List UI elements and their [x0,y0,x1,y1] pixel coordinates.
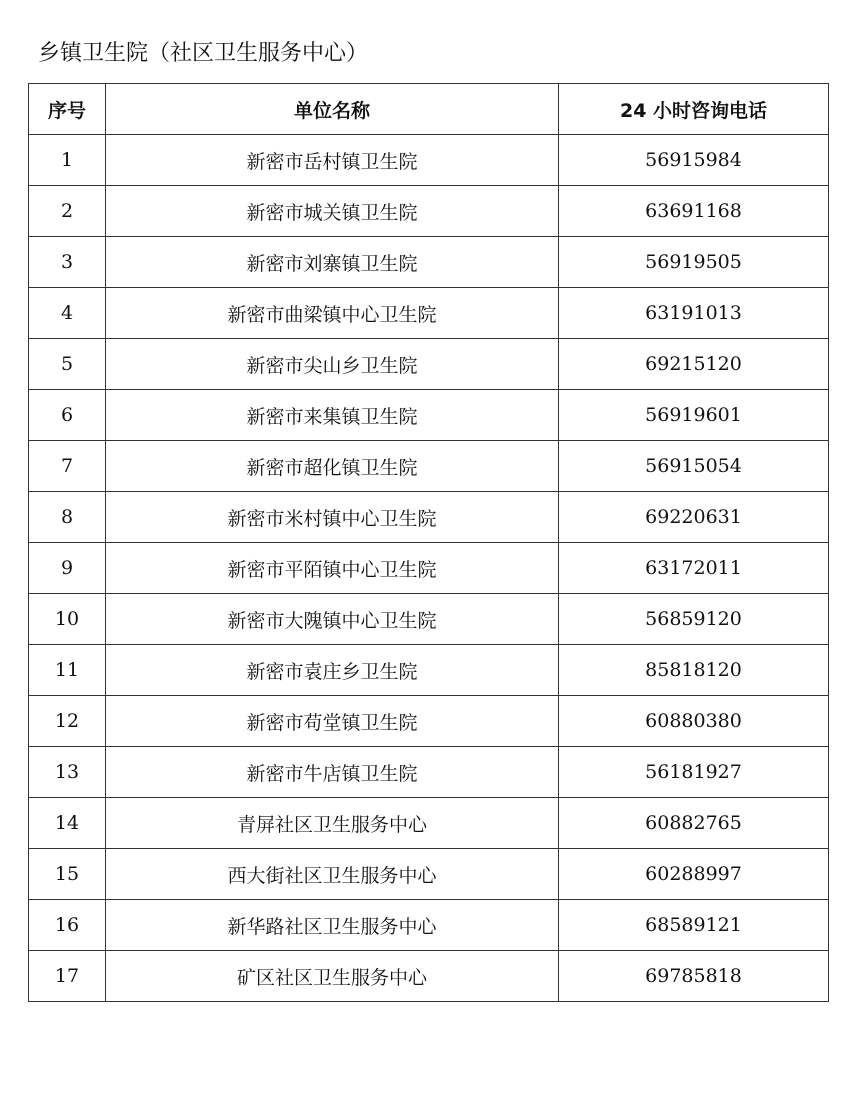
row-unit-name: 青屏社区卫生服务中心 [106,798,559,849]
row-unit-name: 矿区社区卫生服务中心 [106,951,559,1002]
row-unit-name: 新密市大隗镇中心卫生院 [106,594,559,645]
row-phone-number: 60288997 [559,849,829,900]
table-row [29,390,829,441]
table-row [29,849,829,900]
row-serial-number: 5 [29,339,106,390]
row-serial-number: 3 [29,237,106,288]
header-unit-name: 单位名称 [106,84,559,135]
row-serial-number: 10 [29,594,106,645]
row-phone-number: 68589121 [559,900,829,951]
row-phone-number: 56859120 [559,594,829,645]
table-row [29,441,829,492]
row-serial-number: 6 [29,390,106,441]
table-row [29,135,829,186]
row-serial-number: 17 [29,951,106,1002]
row-unit-name: 新密市尖山乡卫生院 [106,339,559,390]
row-phone-number: 63172011 [559,543,829,594]
row-unit-name: 新密市牛店镇卫生院 [106,747,559,798]
row-phone-number: 60882765 [559,798,829,849]
header-serial-number: 序号 [29,84,106,135]
row-serial-number: 2 [29,186,106,237]
row-unit-name: 新密市米村镇中心卫生院 [106,492,559,543]
table-row [29,186,829,237]
row-unit-name: 新密市城关镇卫生院 [106,186,559,237]
row-phone-number: 56919601 [559,390,829,441]
row-serial-number: 1 [29,135,106,186]
row-phone-number: 63191013 [559,288,829,339]
row-phone-number: 56915054 [559,441,829,492]
table-row [29,696,829,747]
row-unit-name: 新密市超化镇卫生院 [106,441,559,492]
row-phone-number: 69785818 [559,951,829,1002]
row-serial-number: 12 [29,696,106,747]
table-row [29,543,829,594]
row-serial-number: 7 [29,441,106,492]
table-row [29,951,829,1002]
row-serial-number: 16 [29,900,106,951]
table-row [29,645,829,696]
row-serial-number: 14 [29,798,106,849]
row-unit-name: 新密市袁庄乡卫生院 [106,645,559,696]
header-24h-phone: 24 小时咨询电话 [559,84,829,135]
table-row [29,798,829,849]
row-phone-number: 69215120 [559,339,829,390]
row-unit-name: 新密市曲梁镇中心卫生院 [106,288,559,339]
row-unit-name: 新密市来集镇卫生院 [106,390,559,441]
row-serial-number: 13 [29,747,106,798]
row-phone-number: 56919505 [559,237,829,288]
row-unit-name: 新密市平陌镇中心卫生院 [106,543,559,594]
table-row [29,747,829,798]
row-unit-name: 新密市苟堂镇卫生院 [106,696,559,747]
row-unit-name: 西大街社区卫生服务中心 [106,849,559,900]
row-unit-name: 新密市刘寨镇卫生院 [106,237,559,288]
row-serial-number: 15 [29,849,106,900]
table-row [29,288,829,339]
table-row [29,900,829,951]
health-center-table [28,83,829,1002]
row-unit-name: 新密市岳村镇卫生院 [106,135,559,186]
table-row [29,594,829,645]
row-unit-name: 新华路社区卫生服务中心 [106,900,559,951]
row-phone-number: 85818120 [559,645,829,696]
row-serial-number: 8 [29,492,106,543]
table-row [29,492,829,543]
document-title: 乡镇卫生院（社区卫生服务中心） [38,41,369,66]
row-phone-number: 69220631 [559,492,829,543]
row-phone-number: 60880380 [559,696,829,747]
row-phone-number: 63691168 [559,186,829,237]
table-header-row [29,84,829,135]
row-serial-number: 4 [29,288,106,339]
row-phone-number: 56915984 [559,135,829,186]
row-serial-number: 11 [29,645,106,696]
row-serial-number: 9 [29,543,106,594]
table-row [29,339,829,390]
row-phone-number: 56181927 [559,747,829,798]
table-row [29,237,829,288]
